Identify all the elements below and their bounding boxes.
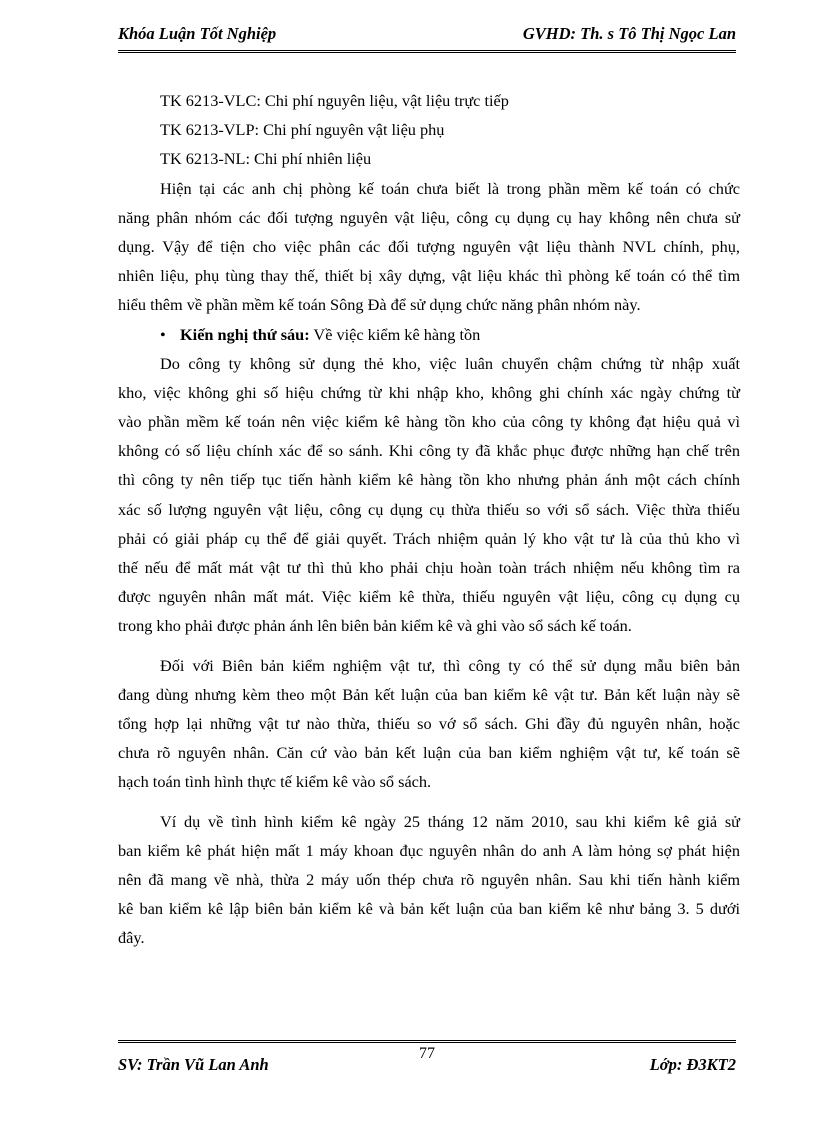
paragraph-line: hạch toán tình hình thực tế kiểm kê vào sổ sách.: [118, 772, 432, 792]
page-body: [118, 86, 740, 952]
footer-class: Lớp: Đ3KT2: [649, 1055, 736, 1074]
paragraph-line: Hiện tại các anh chị phòng kế toán chưa biết là trong phần mềm kế toán có chức: [160, 178, 740, 198]
paragraph-line: nên đã mang về nhà, thừa 2 máy uốn thép chưa rõ nguyên nhân. Sau khi tiến hành kiểm: [118, 869, 740, 889]
paragraph-line: kho, việc không ghi số hiệu chứng từ khi nhập kho, không ghi chính xác ngày chứng từ: [118, 382, 740, 402]
paragraph-line: phải có giải pháp cụ thể để giải quyết. Trách nhiệm quản lý kho vật tư là của thủ kho vì: [118, 528, 740, 548]
paragraph-line: kê ban kiểm kê lập biên bản kiểm kê và bản kết luận của ban kiểm kê như bảng 3. 5 dưới: [118, 899, 740, 919]
page-header: [118, 22, 736, 53]
paragraph-line: vào phần mềm kế toán nên việc kiểm kê hàng tồn kho của công ty không đạt hiệu quả vì: [118, 412, 740, 432]
account-line: TK 6213-VLP: Chi phí nguyên vật liệu phụ: [160, 120, 445, 140]
header-thesis-title: Khóa Luận Tốt Nghiệp: [118, 24, 277, 43]
bullet-icon: •: [160, 324, 166, 344]
paragraph-line: năng phân nhóm các đối tượng nguyên vật liệu, công cụ dụng cụ hay không nên chưa sử: [118, 207, 740, 227]
paragraph-line: xác số lượng nguyên vật liệu, công cụ dụng cụ thừa thiếu so với sổ sách. Việc thừa thiếu: [118, 499, 740, 519]
footer-student: SV: Trần Vũ Lan Anh: [118, 1055, 269, 1074]
paragraph-line: được nguyên nhân mất mát. Việc kiểm kê thừa, thiếu nguyên vật liệu, công cụ dụng cụ: [118, 587, 740, 607]
paragraph-line: trong kho phải được phản ánh lên biên bản kiểm kê và ghi vào sổ sách kế toán.: [118, 616, 632, 636]
paragraph-line: Do công ty không sử dụng thẻ kho, việc luân chuyển chậm chứng từ nhập xuất: [160, 353, 740, 373]
paragraph-line: dụng. Vậy để tiện cho việc phân các đối tượng nguyên vật liệu thành NVL chính, phụ,: [118, 236, 740, 256]
paragraph-line: thì công ty nên tiếp tục tiến hành kiểm kê hàng tồn kho nhưng phản ánh một cách chính: [118, 470, 740, 490]
page-footer: [118, 1040, 736, 1085]
account-line: TK 6213-VLC: Chi phí nguyên liệu, vật liệu trực tiếp: [160, 91, 509, 110]
paragraph-line: thế nếu để mất mát vật tư thì thủ kho phải chịu hoàn toàn trách nhiệm nếu không tìm ra: [118, 558, 740, 577]
paragraph-line: đang dùng nhưng kèm theo một Bản kết luận của ban kiểm kê vật tư. Bản kết luận này sẽ: [118, 684, 740, 704]
recommendation-subject: Về việc kiểm kê hàng tồn: [309, 324, 481, 344]
recommendation-heading: [118, 320, 740, 349]
paragraph-line: Ví dụ về tình hình kiểm kê ngày 25 tháng 12 năm 2010, sau khi kiểm kê giả sử: [160, 811, 740, 831]
account-line: TK 6213-NL: Chi phí nhiên liệu: [160, 149, 372, 169]
paragraph-line: ban kiểm kê phát hiện mất 1 máy khoan đục nguyên nhân do anh A làm hỏng sợ phát hiện: [118, 840, 740, 860]
paragraph-line: không có số liệu chính xác để so sánh. Khi công ty đã khắc phục được những hạn chế trên: [118, 441, 740, 461]
recommendation-title: Kiến nghị thứ sáu:: [180, 324, 310, 344]
header-supervisor: GVHD: Th. s Tô Thị Ngọc Lan: [522, 24, 736, 43]
paragraph-line: tổng hợp lại những vật tư nào thừa, thiếu so vớ sổ sách. Ghi đầy đủ nguyên nhân, hoặc: [118, 713, 740, 733]
paragraph-line: chưa rõ nguyên nhân. Căn cứ vào bản kết luận của ban kiểm nghiệm vật tư, kế toán sẽ: [118, 743, 740, 763]
paragraph-line: hiểu thêm về phần mềm kế toán Sông Đà để sử dụng chức năng phân nhóm này.: [118, 295, 641, 315]
paragraph-line: Đối với Biên bản kiểm nghiệm vật tư, thì công ty có thể sử dụng mẫu biên bản: [160, 655, 740, 675]
paragraph-line: nhiên liệu, phụ tùng thay thế, thiết bị xây dựng, vật liệu khác thì phòng kế toán có thể tìm: [118, 266, 740, 286]
paragraph-line: đây.: [118, 928, 145, 948]
page-number: 77: [419, 1045, 435, 1062]
